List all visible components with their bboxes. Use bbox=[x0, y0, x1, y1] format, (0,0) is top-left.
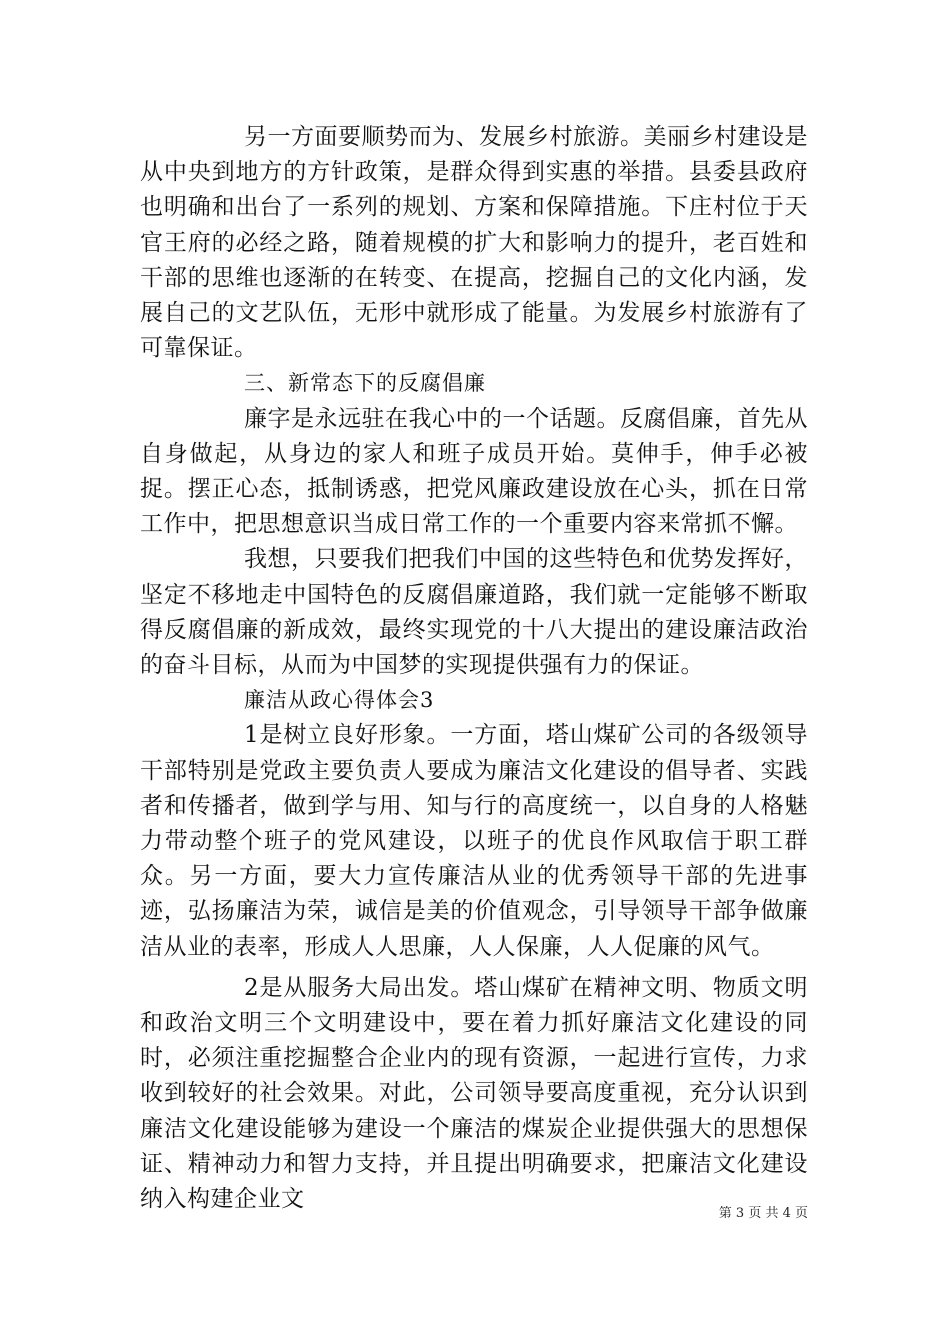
paragraph-point-2: 2是从服务大局出发。塔山煤矿在精神文明、物质文明和政治文明三个文明建设中，要在着力抓好廉洁文化建设的同时，必须注重挖掘整合企业内的现有资源，一起进行宣传，力求收到较好的社会效果。对此，公司领导要高度重视，充分认识到廉洁文化建设能够为建设一个廉洁的煤炭企业提供强大的思想保证、精神动力和智力支持，并且提出明确要求，把廉洁文化建设纳入构建企业文 bbox=[140, 974, 808, 1213]
paragraph-integrity: 廉字是永远驻在我心中的一个话题。反腐倡廉，首先从自身做起，从身边的家人和班子成员开始。莫伸手，伸手必被捉。摆正心态，抵制诱惑，把党风廉政建设放在心头，抓在日常工作中，把思想意识当成日常工作的一个重要内容来常抓不懈。 bbox=[140, 405, 808, 538]
document-body bbox=[140, 120, 808, 1217]
page-number: 第 3 页 共 4 页 bbox=[718, 1206, 808, 1221]
section-heading-essay-3: 廉洁从政心得体会3 bbox=[244, 688, 435, 713]
paragraph-rural-tourism: 另一方面要顺势而为、发展乡村旅游。美丽乡村建设是从中央到地方的方针政策，是群众得到实惠的举措。县委县政府也明确和出台了一系列的规划、方案和保障措施。下庄村位于天官王府的必经之路，随着规模的扩大和影响力的提升，老百姓和干部的思维也逐渐的在转变、在提高，挖掘自己的文化内涵，发展自己的文艺队伍，无形中就形成了能量。为发展乡村旅游有了可靠保证。 bbox=[140, 124, 808, 362]
paragraph-point-1: 1是树立良好形象。一方面，塔山煤矿公司的各级领导干部特别是党政主要负责人要成为廉洁文化建设的倡导者、实践者和传播者，做到学与用、知与行的高度统一，以自身的人格魅力带动整个班子的党风建设，以班子的优良作风取信于职工群众。另一方面，要大力宣传廉洁从业的优秀领导干部的先进事迹，弘扬廉洁为荣，诚信是美的价值观念，引导领导干部争做廉洁从业的表率，形成人人思廉，人人保廉，人人促廉的风气。 bbox=[140, 722, 808, 960]
section-heading-anticorruption: 三、新常态下的反腐倡廉 bbox=[244, 371, 486, 396]
paragraph-conclusion: 我想，只要我们把我们中国的这些特色和优势发挥好，坚定不移地走中国特色的反腐倡廉道路，我们就一定能够不断取得反腐倡廉的新成效，最终实现党的十八大提出的建设廉洁政治的奋斗目标，从而为中国梦的实现提供强有力的保证。 bbox=[140, 546, 808, 679]
